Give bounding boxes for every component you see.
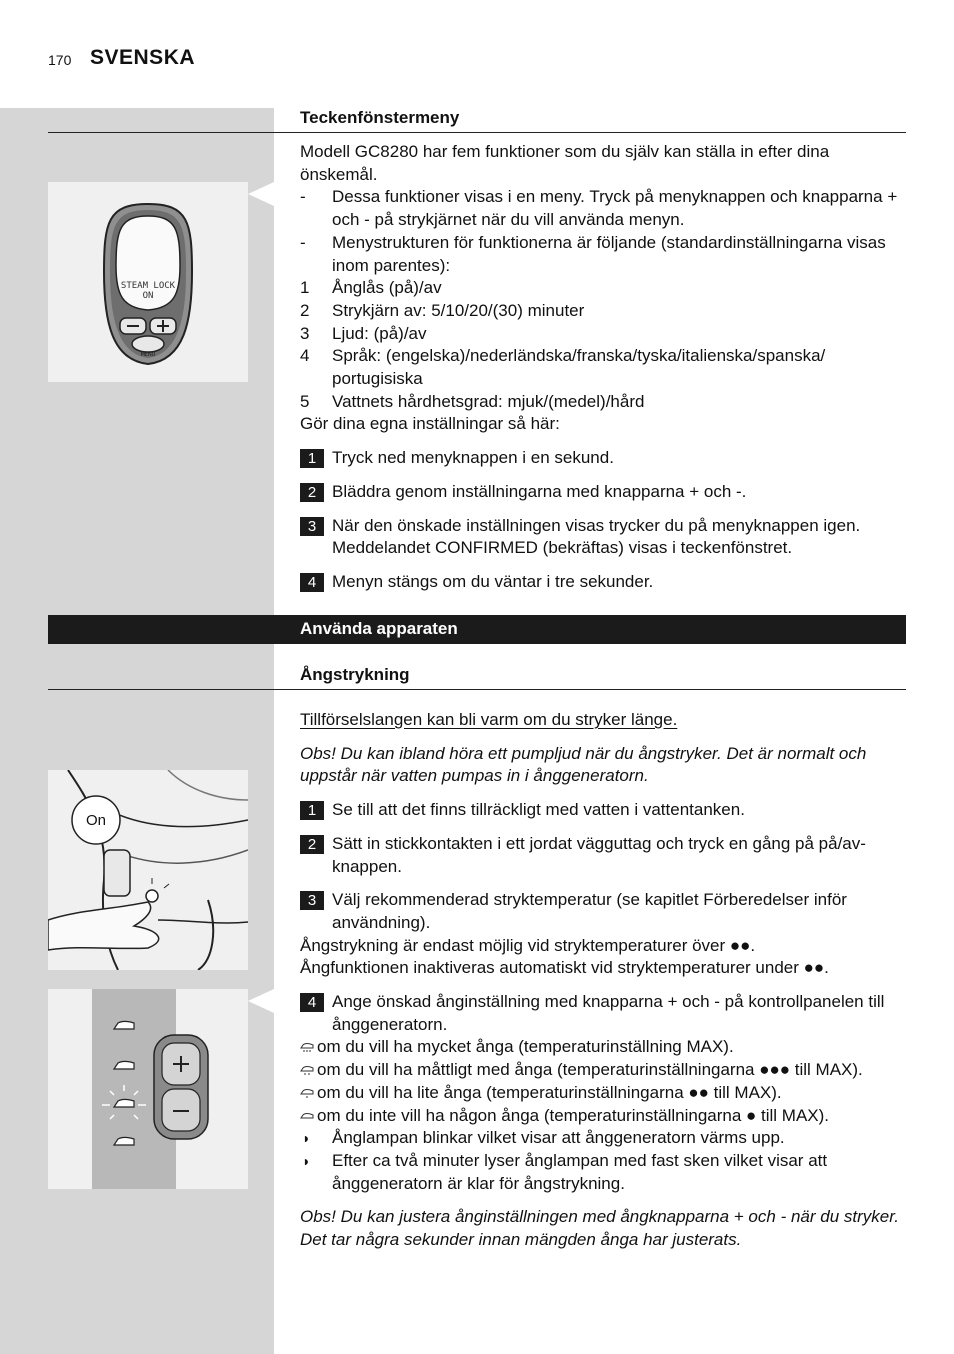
steam-medium-icon xyxy=(300,1060,314,1074)
temperature-note: Ångfunktionen inaktiveras automatiskt vid stryktemperaturer under ●●. xyxy=(300,958,829,978)
menu-list-item: 2 Strykjärn av: 5/10/20/(30) minuter xyxy=(300,300,585,320)
divider xyxy=(48,132,906,133)
bullet-item: ◗ Efter ca två minuter lyser ånglampan med fast sken vilket visar att ånggeneratorn är klar för ångstrykning. xyxy=(302,1150,828,1193)
menu-list-item: 1 Ånglås (på)/av xyxy=(300,278,442,298)
step-item: 3 Välj rekommenderad stryktemperatur (se kapitlet Förberedelser inför användning). xyxy=(300,889,908,934)
callout-notch xyxy=(248,182,274,206)
section3-body xyxy=(300,709,908,1252)
steam-max-icon xyxy=(300,1037,314,1051)
iron-display-drawing xyxy=(48,182,248,382)
steam-option: om du vill ha lite ånga (temperaturinställningarna ●● till MAX). xyxy=(300,1082,908,1105)
dash-item: - Menystrukturen för funktionerna är följande (standardinställningarna visas inom parentes): xyxy=(300,232,886,275)
bullet-item: ◗ Ånglampan blinkar vilket visar att ånggeneratorn värms upp. xyxy=(300,1127,908,1150)
section1-body xyxy=(300,141,908,594)
step-item: 1 Se till att det finns tillräckligt med vatten i vattentanken. xyxy=(300,799,908,822)
divider xyxy=(48,689,906,690)
steam-control-drawing xyxy=(48,989,248,1189)
step-item: 4 Ange önskad ånginställning med knapparna + och - på kontrollpanelen till ånggeneratorn. xyxy=(300,991,908,1036)
step-item: 2 Bläddra genom inställningarna med knapparna + och -. xyxy=(300,481,908,504)
menu-list-item: 4 Språk: (engelska)/nederländska/franska/tyska/italienska/spanska/ portugisiska xyxy=(300,346,826,389)
on-switch-illustration xyxy=(48,770,248,970)
steam-off-icon xyxy=(300,1106,314,1120)
section-title-using-appliance: Använda apparaten xyxy=(300,619,458,638)
steam-option: om du vill ha måttligt med ånga (temperaturinställningarna ●●● till MAX). xyxy=(300,1059,908,1082)
display-illustration xyxy=(48,182,248,382)
note-paragraph: Obs! Du kan ibland höra ett pumpljud när du ångstryker. Det är normalt och uppstår när vatten pumpas in i ånggeneratorn. xyxy=(300,743,867,786)
note-paragraph: Obs! Du kan justera ånginställningen med ångknapparna + och - när du stryker. Det tar några sekunder innan mängden ånga har justerats. xyxy=(300,1207,899,1250)
control-panel-illustration xyxy=(48,989,248,1189)
intro-paragraph: Modell GC8280 har fem funktioner som du själv kan ställa in efter dina önskemål. xyxy=(300,142,830,184)
display-text-line1: STEAM LOCK xyxy=(120,281,176,291)
dash-item-text: Dessa funktioner visas i en meny. Tryck på menyknappen och knapparna + och - på strykjärnet när du vill använda menyn. xyxy=(332,187,898,230)
bullet-marker-icon: ◗ xyxy=(302,1130,311,1147)
dash-item-text: Menystrukturen för funktionerna är följande (standardinställningarna visas inom parentes): xyxy=(332,232,886,275)
bullet-marker-icon: ◗ xyxy=(302,1152,311,1169)
section-title-display-menu: Teckenfönstermeny xyxy=(300,108,460,127)
steam-option: om du vill ha mycket ånga (temperaturinställning MAX). xyxy=(300,1036,908,1059)
display-text-line2: ON xyxy=(142,291,154,301)
menu-label: MENU xyxy=(140,352,156,358)
hand-pressing-on-drawing xyxy=(48,770,248,970)
step-item: 4 Menyn stängs om du väntar i tre sekunder. xyxy=(300,571,908,594)
menu-list-item: 3 Ljud: (på)/av xyxy=(300,323,427,343)
menu-list-item: 5 Vattnets hårdhetsgrad: mjuk/(medel)/hård xyxy=(300,391,645,411)
step-item: 2 Sätt in stickkontakten i ett jordat vägguttag och tryck en gång på på/av-knappen. xyxy=(300,833,908,878)
on-label: On xyxy=(85,812,107,829)
page-number: 170 xyxy=(48,52,72,68)
steam-option: om du inte vill ha någon ånga (temperaturinställningarna ● till MAX). xyxy=(300,1105,908,1128)
steam-low-icon xyxy=(300,1083,314,1097)
step-item: 1 Tryck ned menyknappen i en sekund. xyxy=(300,447,908,470)
step-item: 3 När den önskade inställningen visas trycker du på menyknappen igen. Meddelandet CONFIRMED (bekräftas) visas i teckenfönstret. xyxy=(300,515,908,560)
language-heading: SVENSKA xyxy=(90,46,196,69)
warning-text: Tillförselslangen kan bli varm om du stryker länge. xyxy=(300,710,678,729)
section-title-steam-ironing: Ångstrykning xyxy=(300,665,410,684)
callout-notch xyxy=(248,989,274,1013)
settings-intro: Gör dina egna inställningar så här: xyxy=(300,414,560,434)
temperature-note: Ångstrykning är endast möjlig vid stryktemperaturer över ●●. xyxy=(300,935,756,955)
section-bar-using-appliance xyxy=(48,615,906,644)
dash-item: - Dessa funktioner visas i en meny. Tryck på menyknappen och knapparna + och - på strykjärnet när du vill använda menyn. xyxy=(300,187,898,230)
